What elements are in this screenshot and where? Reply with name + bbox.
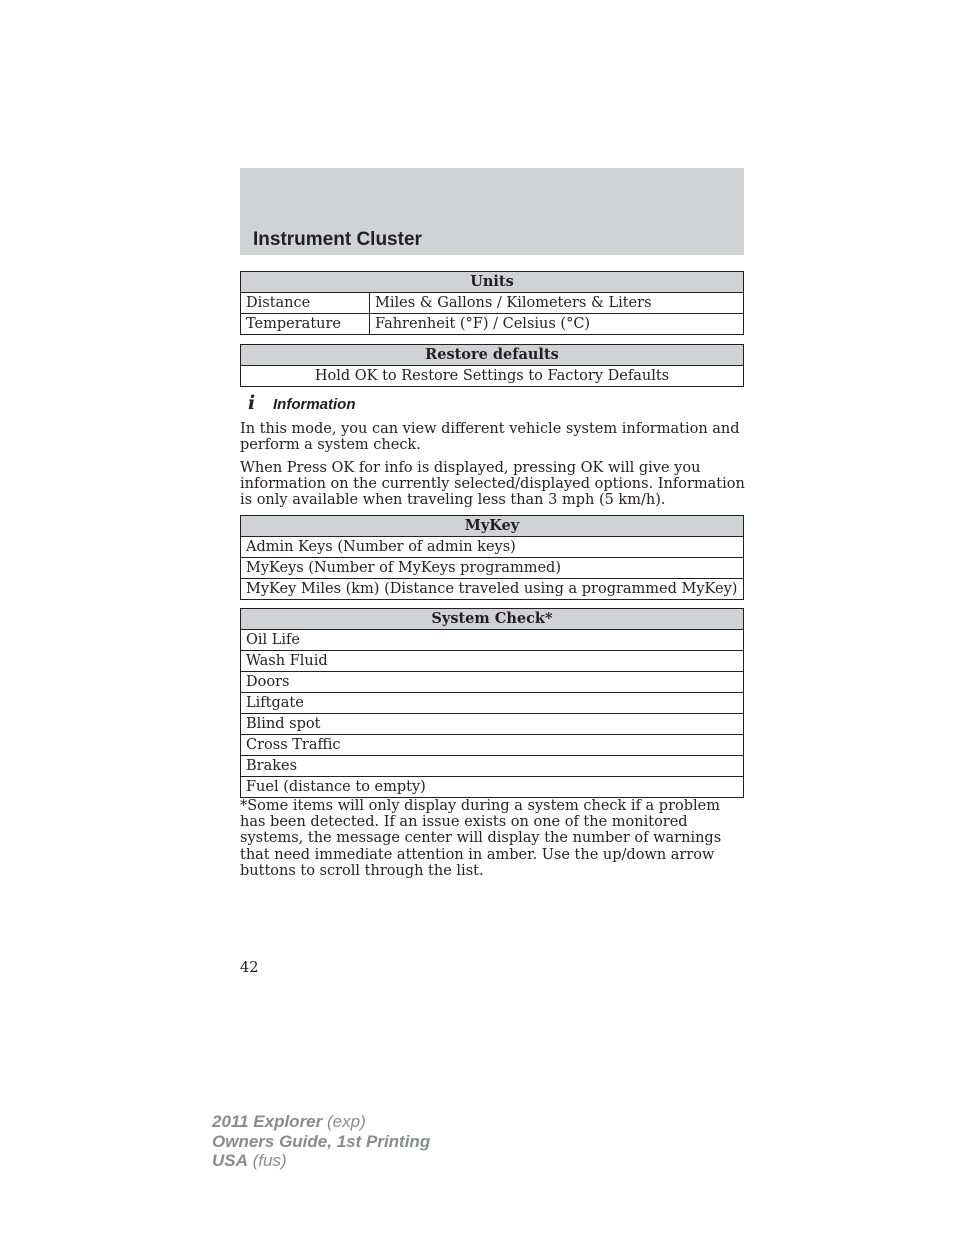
mykey-mykeys: MyKeys (Number of MyKeys programmed) [241, 558, 744, 579]
information-label: Information [273, 396, 356, 413]
system-check-wash-fluid: Wash Fluid [241, 651, 744, 672]
table-row [241, 714, 744, 735]
table-row [241, 735, 744, 756]
mykey-heading: MyKey [241, 516, 744, 537]
document-footer [212, 1112, 430, 1171]
table-row [241, 672, 744, 693]
table-row [241, 651, 744, 672]
footer-model: 2011 Explorer [212, 1112, 323, 1131]
restore-defaults-table [240, 344, 744, 387]
units-temperature-label: Temperature [241, 314, 370, 335]
info-icon: i [248, 392, 256, 414]
information-paragraph-2: When Press OK for info is displayed, pressing OK will give you information on the currently selected/displayed options. Information is only available when traveling less than 3 mph (5 km/h). [240, 460, 745, 509]
footer-market-code: (fus) [252, 1151, 287, 1170]
system-check-table [240, 608, 744, 798]
system-check-heading: System Check* [241, 609, 744, 630]
footer-line-model [212, 1112, 430, 1132]
information-paragraph-1: In this mode, you can view different vehicle system information and perform a system check. [240, 421, 740, 454]
system-check-footnote: *Some items will only display during a system check if a problem has been detected. If an issue exists on one of the monitored systems, the message center will display the number of warnings that need immediate attention in amber. Use the up/down arrow buttons to scroll through the list. [240, 798, 722, 879]
page-number: 42 [240, 960, 259, 976]
mykey-admin-keys: Admin Keys (Number of admin keys) [241, 537, 744, 558]
restore-defaults-instruction: Hold OK to Restore Settings to Factory Defaults [241, 366, 744, 387]
table-row [241, 630, 744, 651]
units-distance-value: Miles & Gallons / Kilometers & Liters [370, 293, 744, 314]
footer-guide: Owners Guide, 1st Printing [212, 1131, 431, 1151]
section-title: Instrument Cluster [253, 229, 422, 250]
footer-model-code: (exp) [327, 1112, 366, 1131]
table-row [241, 366, 744, 387]
units-distance-label: Distance [241, 293, 370, 314]
footer-line-guide [212, 1132, 430, 1152]
table-row [241, 579, 744, 600]
units-table [240, 271, 744, 335]
section-header-band [240, 168, 744, 255]
units-table-heading: Units [241, 272, 744, 293]
system-check-fuel: Fuel (distance to empty) [241, 777, 744, 798]
system-check-brakes: Brakes [241, 756, 744, 777]
system-check-cross-traffic: Cross Traffic [241, 735, 744, 756]
footer-market: USA [212, 1151, 248, 1170]
table-row [241, 558, 744, 579]
restore-defaults-heading: Restore defaults [241, 345, 744, 366]
units-temperature-value: Fahrenheit (°F) / Celsius (°C) [370, 314, 744, 335]
system-check-oil-life: Oil Life [241, 630, 744, 651]
table-row [241, 314, 744, 335]
table-row [241, 537, 744, 558]
system-check-doors: Doors [241, 672, 744, 693]
mykey-miles: MyKey Miles (km) (Distance traveled using a programmed MyKey) [241, 579, 744, 600]
system-check-liftgate: Liftgate [241, 693, 744, 714]
table-row [241, 777, 744, 798]
mykey-table [240, 515, 744, 600]
footer-line-market [212, 1151, 430, 1171]
table-row [241, 756, 744, 777]
system-check-blind-spot: Blind spot [241, 714, 744, 735]
table-row [241, 293, 744, 314]
table-row [241, 693, 744, 714]
